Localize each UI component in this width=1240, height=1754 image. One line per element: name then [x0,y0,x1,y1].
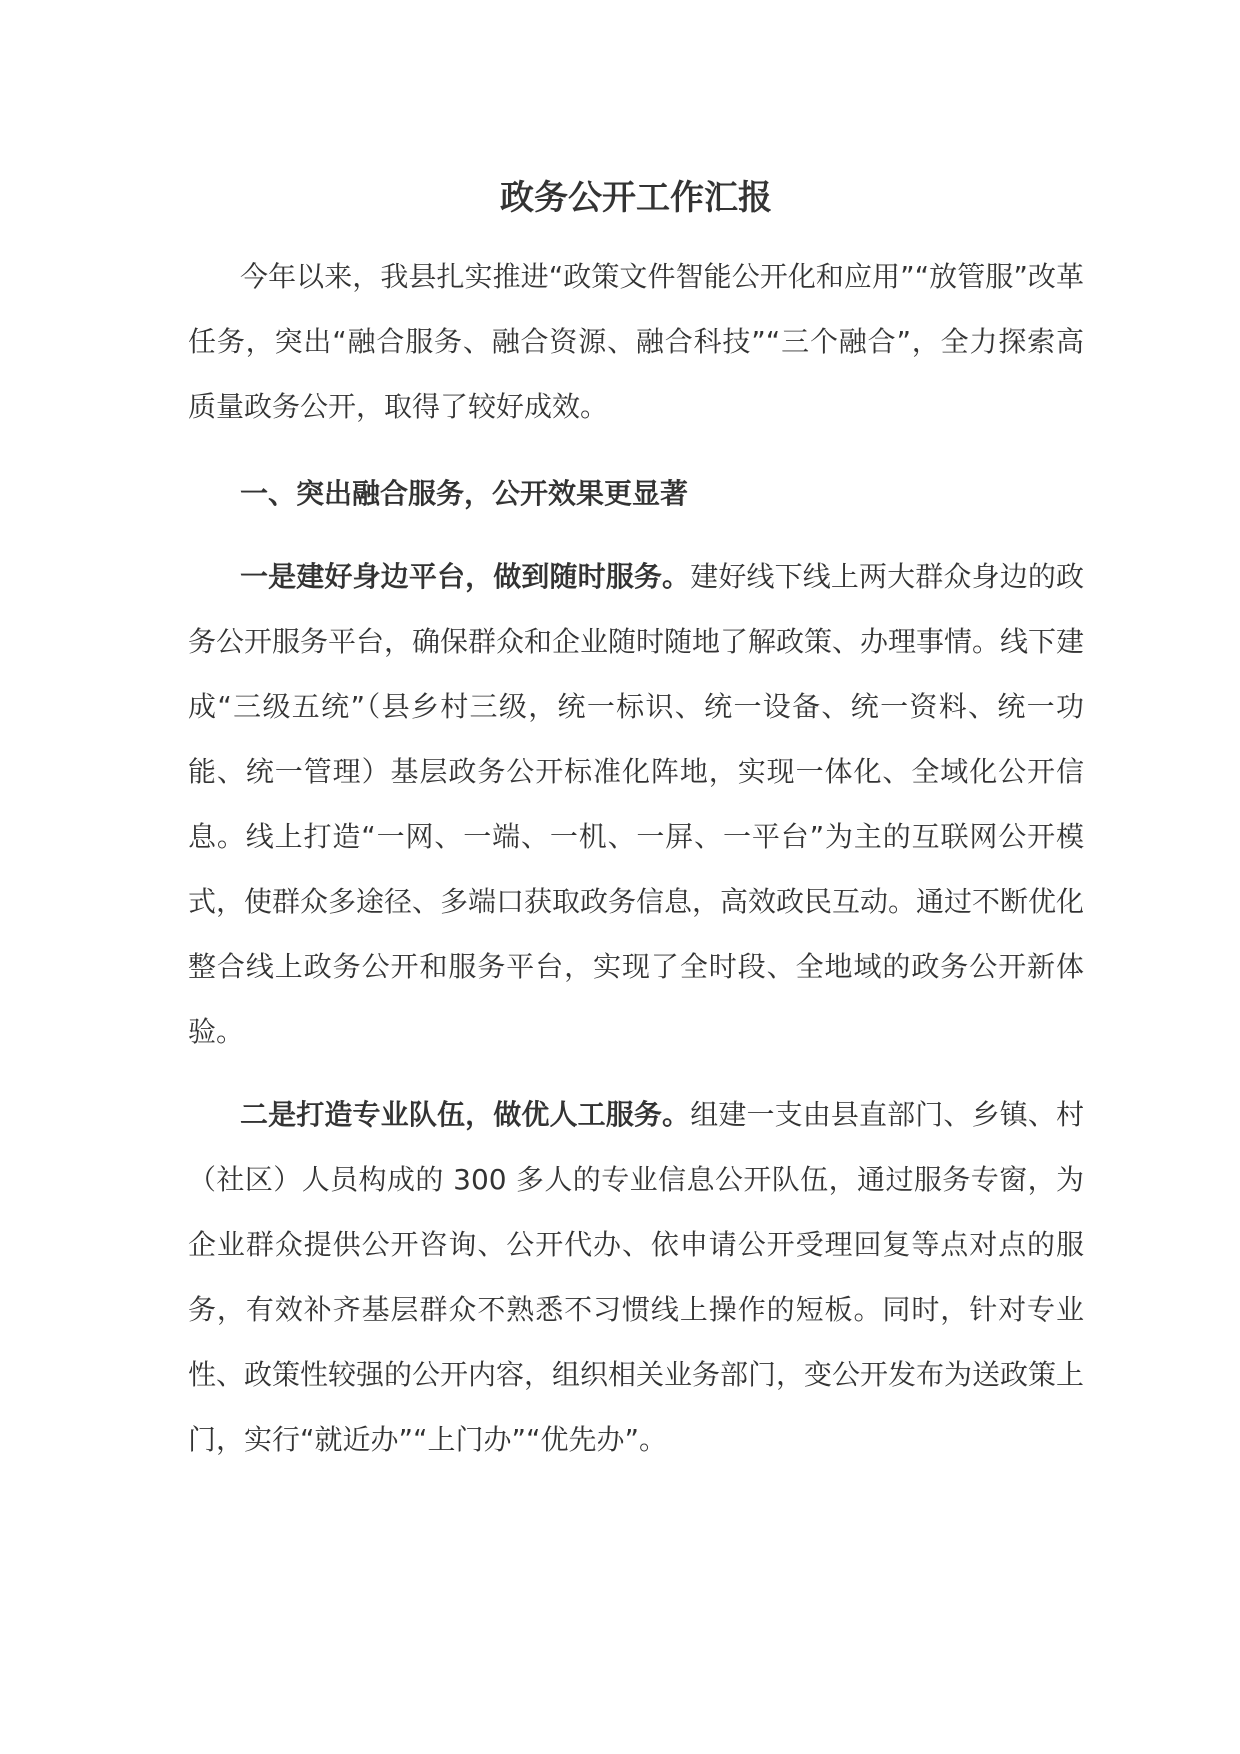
point-2-lead: 二是打造专业队伍，做优人工服务。 [240,1098,691,1131]
point-1-body: 建好线下线上两大群众身边的政务公开服务平台，确保群众和企业随时随地了解政策、办理事情。线下建成“三级五统”（县乡村三级，统一标识、统一设备、统一资料、统一功能、统一管理）基层政务公开标准化阵地，实现一体化、全域化公开信息。线上打造“一网、一端、一机、一屏、一平台”为主的互联网公开模式，使群众多途径、多端口获取政务信息，高效政民互动。通过不断优化整合线上政务公开和服务平台，实现了全时段、全地域的政务公开新体验。 [188,560,1085,1048]
point-2-body: 组建一支由县直部门、乡镇、村（社区）人员构成的 300 多人的专业信息公开队伍，通过服务专窗，为企业群众提供公开咨询、公开代办、依申请公开受理回复等点对点的服务，有效补齐基层群众不熟悉不习惯线上操作的短板。同时，针对专业性、政策性较强的公开内容，组织相关业务部门，变公开发布为送政策上门，实行“就近办”“上门办”“优先办”。 [188,1098,1085,1456]
document-page [188,170,1084,1472]
section-1-point-1-paragraph [188,544,1084,1064]
intro-paragraph: 今年以来，我县扎实推进“政策文件智能公开化和应用”“放管服”改革任务，突出“融合服务、融合资源、融合科技”“三个融合”，全力探索高质量政务公开，取得了较好成效。 [188,260,1084,423]
point-1-lead: 一是建好身边平台，做到随时服务。 [240,560,691,593]
section-1-heading: 一、突出融合服务，公开效果更显著 [240,477,689,510]
document-title: 政务公开工作汇报 [500,178,772,218]
section-1-point-2-paragraph [188,1082,1084,1472]
